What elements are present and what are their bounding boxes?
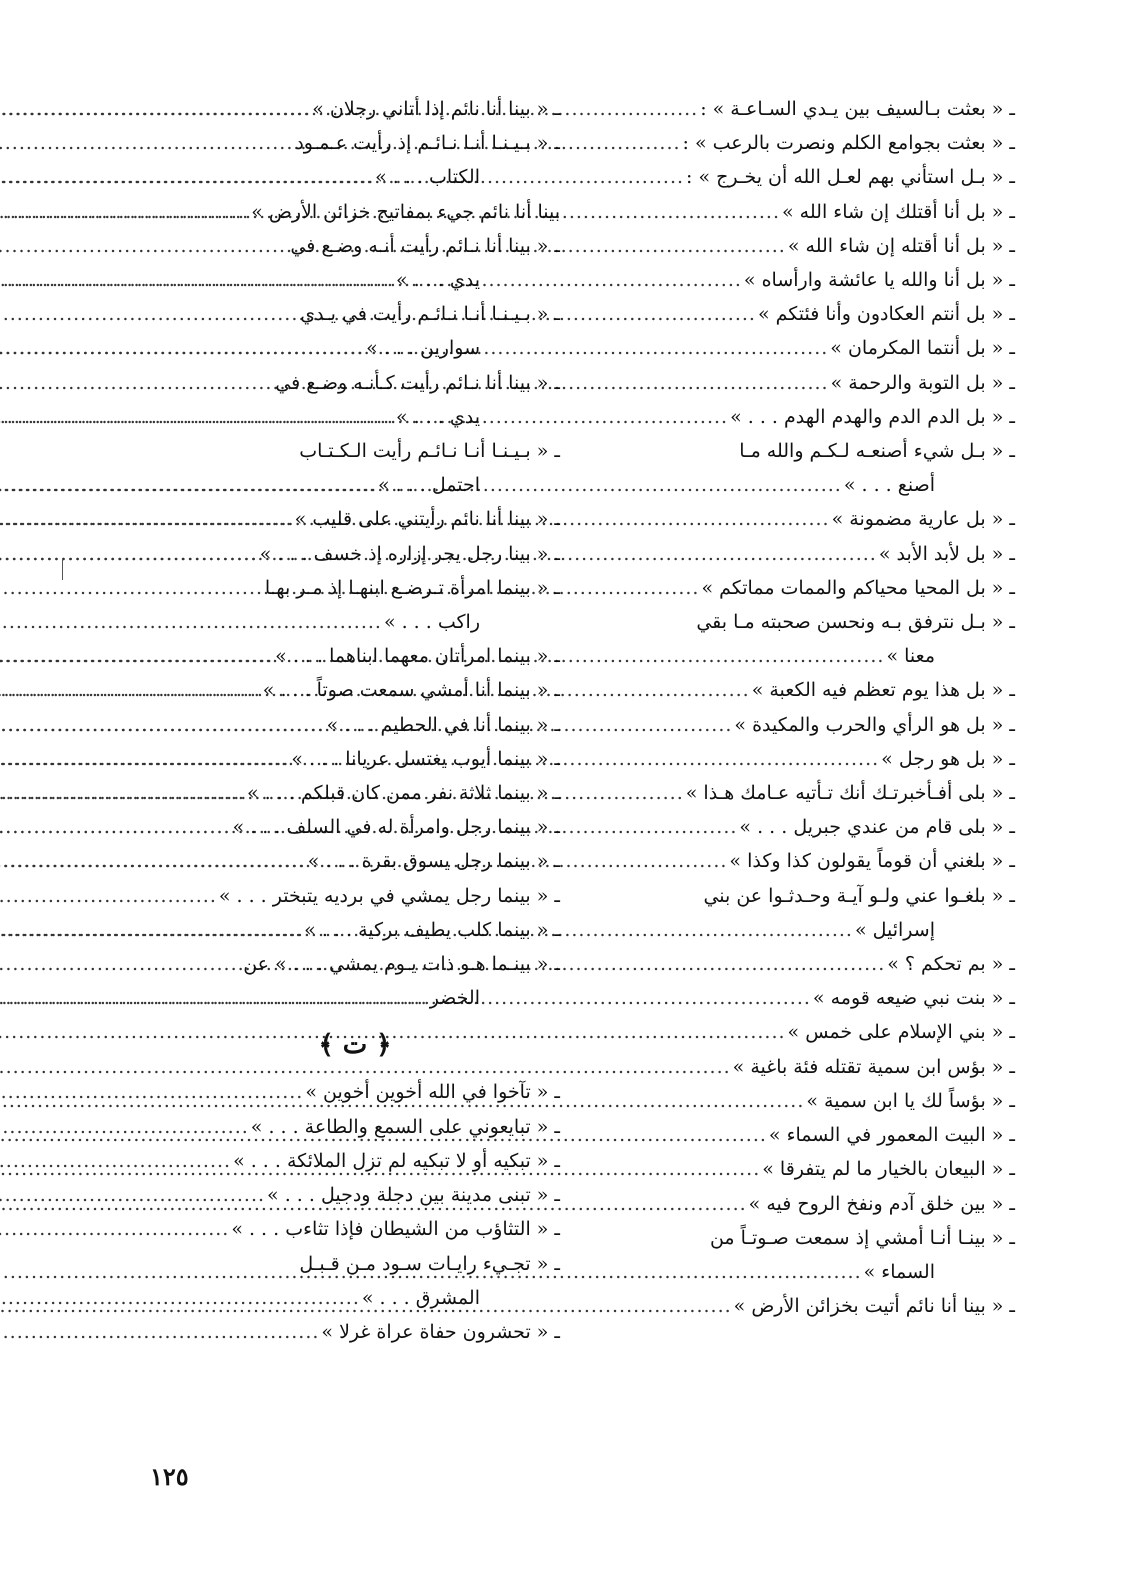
entry-text: ـ « بينما ثلاثة نفر ممن كان قبلكم . . . » (246, 782, 560, 805)
entry-text: المشرق . . . » (361, 1286, 480, 1309)
entry-text: معنا » (886, 645, 935, 668)
entry-text: ـ « تبنى مدينة بين دجلة ودجيل . . . » (267, 1184, 560, 1207)
entry-line (150, 1178, 560, 1212)
entry-line (150, 502, 560, 536)
entry-line (150, 1212, 560, 1246)
entry-text: ـ « بينا رجل يجر إزاره إذ خسف . . . » (259, 542, 560, 565)
entry-text: ـ « بينما رجل يمشي في برديه يتبختر . . . » (218, 884, 560, 907)
index-entry (605, 1221, 1015, 1289)
index-entry (605, 400, 1015, 434)
index-entry (605, 434, 1015, 502)
leader-dots (0, 502, 293, 536)
entry-text: ـ « بينا أنا نـائم رأيت كـأنـه وضـع في (275, 371, 560, 394)
index-entry (605, 126, 1015, 160)
entry-text: ـ « بينـا أنـا أمشي إذ سمعت صـوتـاً من (709, 1226, 1015, 1249)
entry-text: ـ « بؤساً لك يا ابن سمية » (806, 1089, 1015, 1112)
margin-mark (62, 560, 63, 580)
index-entry (605, 571, 1015, 605)
entry-text: ـ « بل أنتم العكادون وأنا فئتكم » (757, 303, 1015, 326)
entry-line (150, 810, 560, 844)
index-entry (605, 1015, 1015, 1049)
entry-text: ـ « البيعان بالخيار ما لم يتفرقا » (762, 1158, 1015, 1181)
index-entry (605, 366, 1015, 400)
entry-line (605, 297, 1015, 331)
entry-text: ـ « بينا أنا نـائم رأيت أنـه وضـع في (290, 234, 560, 257)
index-entry (150, 673, 560, 707)
index-entry (150, 810, 560, 844)
entry-line (150, 1315, 560, 1349)
entry-line (605, 947, 1015, 981)
entry-line (150, 673, 560, 707)
leader-dots (0, 1075, 303, 1109)
entry-line (150, 742, 560, 776)
entry-line (605, 434, 1015, 468)
index-entry (150, 1110, 560, 1144)
entry-text: ـ « تبكيه أو لا تبكيه لم تزل الملائكة . . . » (233, 1149, 560, 1172)
index-entry (605, 947, 1015, 981)
leader-dots (0, 639, 273, 673)
index-entry (150, 742, 560, 776)
entry-text: راكب . . . » (383, 611, 480, 634)
index-entry (605, 1289, 1015, 1323)
entry-text: ـ « بل أنا والله يا عائشة وارأساه » (743, 269, 1015, 292)
index-entry (605, 92, 1015, 126)
entry-text: ـ « بل التوبة والرحمة » (830, 371, 1015, 394)
leader-dots (0, 331, 364, 365)
entry-line (605, 126, 1015, 160)
leader-dots (0, 776, 245, 810)
entry-text: ـ « بـل نترفق بـه ونحسن صحبته مـا بقي (696, 611, 1015, 634)
leader-dots (0, 1110, 249, 1144)
leader-dots (0, 913, 302, 947)
entry-line (150, 1075, 560, 1109)
entry-line (150, 913, 560, 947)
entry-line (150, 1144, 560, 1178)
entry-text: ـ « بم تحكم ؟ » (887, 953, 1015, 976)
entry-line (150, 160, 560, 194)
index-entry (150, 776, 560, 810)
entry-text: ـ « بعثت بجوامع الكلم ونصرت بالرعب » : (682, 132, 1015, 155)
entry-text: ـ « بـل استأني بهم لعـل الله أن يخـرج » : (686, 166, 1015, 189)
entry-text: ـ « بينما رجل وامرأة له في السلف . . . » (232, 816, 560, 839)
index-column-right (605, 92, 1015, 1323)
entry-text: بينا أنا نائم جيء بمفاتيح خزائن الأرض » (251, 200, 560, 223)
index-entry (150, 844, 560, 878)
leader-dots (0, 844, 306, 878)
leader-dots (0, 981, 428, 1015)
entry-line (150, 297, 560, 331)
entry-line (605, 571, 1015, 605)
index-entry (150, 229, 560, 297)
index-entry (150, 1247, 560, 1315)
entry-line (605, 1289, 1015, 1323)
entry-text: ـ « بينما امرأة تـرضـع ابنهـا إذ مـر بهـا (264, 576, 560, 599)
entry-line (150, 1247, 560, 1281)
entry-line (150, 400, 560, 434)
leader-dots (0, 810, 231, 844)
entry-text: ـ « بينما كلب يطيف بركية . . . » (304, 918, 560, 941)
index-entry (605, 1118, 1015, 1152)
entry-text: ـ « بعثت بـالسيف بين يـدي السـاعـة » : (700, 98, 1015, 120)
entry-line (150, 605, 560, 639)
entry-text: ـ « بينا أنا نائم أتيت بخزائن الأرض » (733, 1295, 1015, 1318)
entry-line (150, 947, 560, 981)
index-entry (150, 195, 560, 229)
index-entry (605, 844, 1015, 878)
entry-line (605, 708, 1015, 742)
index-entry (605, 331, 1015, 365)
entry-line (605, 639, 1015, 673)
entry-text: ـ « بينما امرأتان معهما ابناهما . . . » (275, 645, 560, 668)
entry-line (605, 92, 1015, 126)
entry-text: ـ « بل هذا يوم تعظم فيه الكعبة » (751, 679, 1015, 702)
leader-dots (0, 1281, 360, 1315)
entry-text: الخضر (429, 987, 480, 1010)
index-entry (150, 947, 560, 1015)
entry-text: ـ « تآخوا في الله أخوين أخوين » (305, 1081, 560, 1104)
entry-text: سوارين . . . » (366, 337, 480, 360)
index-entry (150, 434, 560, 502)
entry-line (150, 468, 560, 502)
leader-dots (0, 1212, 229, 1246)
index-entry (605, 1187, 1015, 1221)
index-entry (605, 673, 1015, 707)
entry-text: ـ « بينـما هـو ذات يـوم يمشي . . . » عن (243, 953, 560, 976)
entry-line (150, 708, 560, 742)
entry-text: يدي . . . » (395, 405, 480, 428)
entry-text: ـ « بل المحيا محياكم والممات مماتكم » (701, 576, 1015, 599)
entry-text: الكتاب . . . » (375, 166, 480, 189)
entry-line (605, 1015, 1015, 1049)
index-entry (605, 981, 1015, 1015)
entry-text: ـ « بينما أنا في الحطيم . . . » (326, 713, 560, 736)
page-number: ١٢٥ (150, 1462, 189, 1491)
index-entry (150, 708, 560, 742)
index-entry (605, 502, 1015, 536)
entry-text: ـ « بـيـنـا أنـا نـائـم رأيت الـكـتـاب (299, 440, 560, 463)
index-entry (150, 1144, 560, 1178)
index-entry (150, 913, 560, 947)
entry-text: أصنع . . . » (843, 474, 935, 497)
index-entry (605, 879, 1015, 947)
entry-line (150, 537, 560, 571)
entry-line (605, 844, 1015, 878)
entry-line (150, 879, 560, 913)
entry-text: ـ « بل أنا أقتله إن شاء الله » (787, 234, 1015, 257)
entry-line (605, 468, 1015, 502)
entry-text: ـ « تبايعوني على السمع والطاعة . . . » (250, 1115, 560, 1138)
entry-text: احتمل . . . » (377, 474, 480, 497)
index-entry (605, 1152, 1015, 1186)
index-entry (150, 537, 560, 571)
entry-line (605, 1187, 1015, 1221)
entry-line (150, 263, 560, 297)
leader-dots (0, 160, 373, 194)
entry-text: ـ « بنت نبي ضيعه قومه » (812, 987, 1015, 1010)
entry-text: ـ « بلى أفـأخبرتـك أنك تـأتيه عـامك هـذا » (685, 782, 1015, 805)
entry-line (150, 331, 560, 365)
leader-dots (0, 263, 394, 297)
entry-text: ـ « البيت المعمور في السماء » (768, 1124, 1015, 1147)
index-column-left (150, 92, 560, 1349)
index-entry (150, 92, 560, 126)
leader-dots (0, 400, 394, 434)
leader-dots (0, 879, 217, 913)
index-entry (150, 1212, 560, 1246)
entry-line (605, 1255, 1015, 1289)
entry-line (150, 639, 560, 673)
index-entry (605, 263, 1015, 297)
entry-text: ـ « بل أنتما المكرمان » (830, 337, 1015, 360)
entry-text: السماء » (863, 1260, 935, 1283)
entry-text: ـ « بل عارية مضمونة » (831, 508, 1015, 531)
entry-line (605, 776, 1015, 810)
entry-line (150, 92, 560, 126)
leader-dots (0, 605, 382, 639)
index-entry (605, 195, 1015, 229)
entry-text: ـ « بلغـوا عني ولـو آيـة وحـدثـوا عن بني (703, 884, 1015, 907)
entry-line (605, 537, 1015, 571)
entry-text: ـ « بينما أنا أمشي سمعت صوتاً . . . » (262, 679, 560, 702)
entry-line (150, 229, 560, 263)
entry-line (605, 879, 1015, 913)
entry-line (605, 1118, 1015, 1152)
entry-text: ـ « بينما رجل يسوق بقرة . . . » (307, 850, 560, 873)
entry-line (605, 1221, 1015, 1255)
entry-text: ـ « بينا أنا نائم إذا أتاني رجلان » (312, 98, 560, 120)
index-entry (605, 297, 1015, 331)
entry-line (605, 605, 1015, 639)
entry-line (605, 1084, 1015, 1118)
entry-text: ـ « بـيـنـا أنـا نـائـم رأيت في يـدي (300, 303, 560, 326)
entry-line (150, 434, 560, 468)
entry-text: ـ « بينا أنا نائم رأيتني على قليب » (294, 508, 560, 531)
index-entry (605, 742, 1015, 776)
entry-text: ـ « بني الإسلام على خمس » (787, 1021, 1015, 1044)
entry-text: ـ « بل لأبد الأبد » (878, 542, 1015, 565)
leader-dots (0, 537, 258, 571)
entry-text: إسرائيل » (854, 918, 935, 941)
entry-line (605, 229, 1015, 263)
entry-line (150, 776, 560, 810)
entry-text: ـ « بلى قام من عندي جبريل . . . » (739, 816, 1015, 839)
entry-line (605, 331, 1015, 365)
index-entry (605, 810, 1015, 844)
entry-line (605, 742, 1015, 776)
entry-line (605, 913, 1015, 947)
entry-line (605, 673, 1015, 707)
entry-line (605, 366, 1015, 400)
index-entry (150, 1075, 560, 1109)
leader-dots (0, 195, 249, 229)
entry-line (605, 502, 1015, 536)
index-entry (605, 605, 1015, 673)
index-entry (605, 537, 1015, 571)
entry-line (605, 195, 1015, 229)
index-entry (150, 879, 560, 913)
entry-line (150, 981, 560, 1015)
entry-line (150, 195, 560, 229)
index-entry (150, 1178, 560, 1212)
entry-line (605, 160, 1015, 194)
entry-text: ـ « بلغني أن قوماً يقولون كذا وكذا » (729, 850, 1015, 873)
entry-text: ـ « بين خلق آدم ونفخ الروح فيه » (748, 1192, 1015, 1215)
index-entry (605, 229, 1015, 263)
entry-line (605, 400, 1015, 434)
leader-dots (0, 468, 376, 502)
index-entry (150, 571, 560, 639)
entry-line (150, 126, 560, 160)
entry-line (150, 1110, 560, 1144)
entry-text: ـ « بل أنا أقتلك إن شاء الله » (782, 200, 1015, 223)
entry-line (150, 366, 560, 400)
entry-line (150, 1281, 560, 1315)
entry-text: ـ « بـيـنـا أنـا نـائـم إذ رأيت عـمـود (295, 132, 560, 155)
index-entry (605, 776, 1015, 810)
leader-dots (0, 708, 325, 742)
index-entry (605, 160, 1015, 194)
entry-line (605, 1050, 1015, 1084)
index-entry (605, 708, 1015, 742)
leader-dots (0, 742, 289, 776)
index-entry (150, 639, 560, 673)
leader-dots (0, 673, 261, 707)
entry-line (605, 1152, 1015, 1186)
entry-text: ـ « بل الدم الدم والهدم الهدم . . . » (730, 405, 1015, 428)
entry-line (150, 571, 560, 605)
index-entry (605, 1050, 1015, 1084)
entry-text: ـ « بل هو الرأي والحرب والمكيدة » (734, 713, 1015, 736)
leader-dots (0, 1315, 319, 1349)
entry-text: ـ « تجـيء رايـات سـود مـن قـبـل (299, 1252, 560, 1275)
entry-text: ـ « التثاؤب من الشيطان فإذا تثاءب . . . » (231, 1218, 560, 1241)
leader-dots (0, 92, 310, 126)
entry-line (605, 263, 1015, 297)
entry-text: ـ « بـل شيء أصنعـه لـكـم والله مـا (739, 440, 1015, 463)
section-heading: ﴿ ت ﴾ (318, 1030, 392, 1061)
entry-text: ـ « بؤس ابن سمية تقتله فئة باغية » (732, 1055, 1015, 1078)
index-entry (150, 502, 560, 536)
leader-dots (0, 1178, 265, 1212)
index-entry (150, 366, 560, 434)
entry-text: ـ « تحشرون حفاة عراة غرلا » (321, 1320, 560, 1343)
entry-line (150, 844, 560, 878)
entry-line (605, 810, 1015, 844)
index-entry (150, 297, 560, 365)
entry-text: ـ « بينما أيوب يغتسل عريانا . . . » (291, 747, 560, 770)
leader-dots (0, 1144, 231, 1178)
entry-text: ـ « بل هو رجل » (881, 747, 1015, 770)
index-entry (150, 1315, 560, 1349)
index-entry (605, 1084, 1015, 1118)
entry-text: يدي . . . » (395, 269, 480, 292)
entry-line (605, 981, 1015, 1015)
index-entry (150, 126, 560, 194)
